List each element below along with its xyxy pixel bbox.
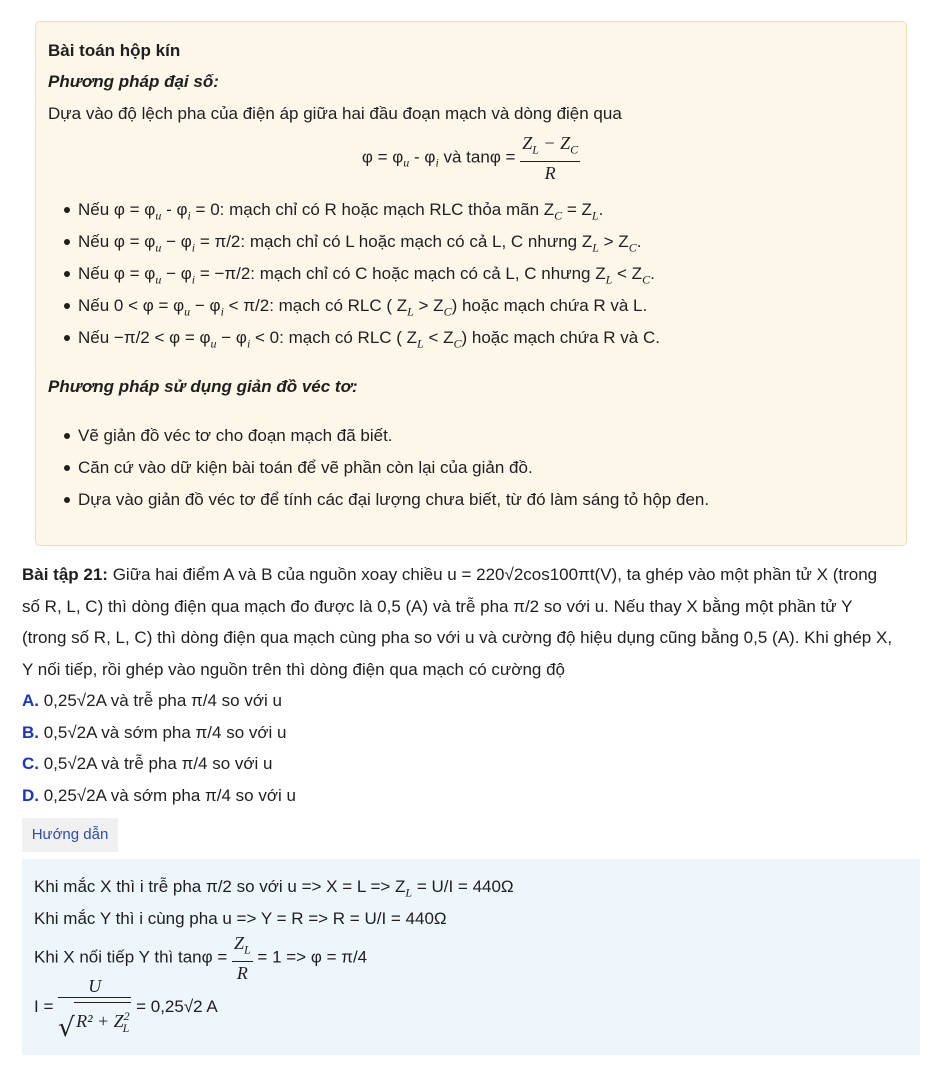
exercise-label: Bài tập 21:: [22, 565, 108, 584]
exercise-line-3: (trong số R, L, C) thì dòng điện qua mạch cùng pha so với u và cường độ hiệu dụng cũng bằng 0,5 (A). Khi ghép X,: [22, 628, 893, 647]
solution-line-3: Khi X nối tiếp Y thì tanφ = $\frac{Z_L}{R}$ = 1 => φ = π/4: [34, 933, 368, 983]
exercise-line-2: số R, L, C) thì dòng điện qua mạch đo được là 0,5 (A) và trễ pha π/2 so với u. Nếu thay X bằng một phần tử Y: [22, 597, 853, 616]
sqrt-symbol: √ $R^2 + Z^2_L$: [58, 1002, 131, 1039]
vector-bullet-2: Căn cứ vào dữ kiện bài toán để vẽ phần còn lại của giản đồ.: [78, 458, 533, 477]
option-a: A. 0,25√2A và trễ pha π/4 so với u: [22, 691, 282, 710]
vector-heading: Phương pháp sử dụng giản đồ véc tơ:: [48, 377, 358, 396]
current-fraction: U √ $R^2 + Z^2_L$: [58, 976, 130, 1043]
exercise-line-4: Y nối tiếp, rồi ghép vào nguồn trên thì dòng điện qua mạch có cường độ: [22, 660, 565, 679]
theory-title: Bài toán hộp kín: [48, 41, 181, 60]
vector-bullet-3: Dựa vào giản đồ véc tơ để tính các đại lượng chưa biết, từ đó làm sáng tỏ hộp đen.: [78, 490, 710, 509]
phase-bullet-1: Nếu $\varphi = \varphi_u - \varphi_i = 0$: mạch chỉ có R hoặc mạch RLC thỏa mãn $Z_C = Z_L$.: [78, 199, 603, 226]
option-d: D. 0,25√2A và sớm pha π/4 so với u: [22, 786, 296, 805]
phase-bullet-5: Nếu $-\pi/2 < \varphi = \varphi_u - \varphi_i < 0$: mạch có RLC ( $Z_L < Z_C$) hoặc mạch chứa R và C.: [78, 327, 660, 354]
tan-result-fraction: $\frac{Z_L}{R}$: [234, 933, 251, 983]
option-b: B. 0,5√2A và sớm pha π/4 so với u: [22, 723, 287, 742]
phase-bullet-2: Nếu $\varphi = \varphi_u - \varphi_i = \pi/2$: mạch chỉ có L hoặc mạch có cả L, C nhưng $Z_L > Z_C$.: [78, 231, 641, 258]
phase-formula: $\varphi = \varphi_u - \varphi_i$ và tanφ = $\frac{Z_L - Z_C}{R}$: [361, 133, 579, 183]
theory-intro: Dựa vào độ lệch pha của điện áp giữa hai đầu đoạn mạch và dòng điện qua: [48, 104, 622, 123]
solution-line-2: Khi mắc Y thì i cùng pha u => Y = R => R = U/I = 440Ω: [34, 909, 447, 928]
solution-line-1: Khi mắc X thì i trễ pha π/2 so với $u => X = L => Z_L = U/I = 440\Omega$: [34, 877, 514, 900]
theory-box: [35, 21, 907, 546]
algebra-heading: Phương pháp đại số:: [48, 72, 219, 91]
guide-button[interactable]: Hướng dẫn: [22, 818, 118, 852]
vector-bullet-1: Vẽ giản đồ véc tơ cho đoạn mạch đã biết.: [78, 426, 393, 445]
exercise-line-1: Bài tập 21: Giữa hai điểm A và B của nguồn xoay chiều u = 220√2cos100πt(V), ta ghép vào một phần tử X (trong: [22, 565, 878, 584]
solution-box: [22, 859, 920, 1055]
option-c: C. 0,5√2A và trễ pha π/4 so với u: [22, 754, 273, 773]
phase-bullet-3: Nếu $\varphi = \varphi_u - \varphi_i = -\pi/2$: mạch chỉ có C hoặc mạch có cả L, C nhưng $Z_L < Z_C$.: [78, 263, 655, 290]
tan-fraction: $\frac{Z_L - Z_C}{R}$: [522, 133, 579, 183]
phase-bullet-4: Nếu $0 < \varphi = \varphi_u - \varphi_i < \pi/2$: mạch có RLC ( $Z_L > Z_C$) hoặc mạch chứa R và L.: [78, 295, 647, 322]
solution-line-4: I = U √ $R^2 + Z^2_L$ = 0,25√2 A: [34, 976, 218, 1043]
